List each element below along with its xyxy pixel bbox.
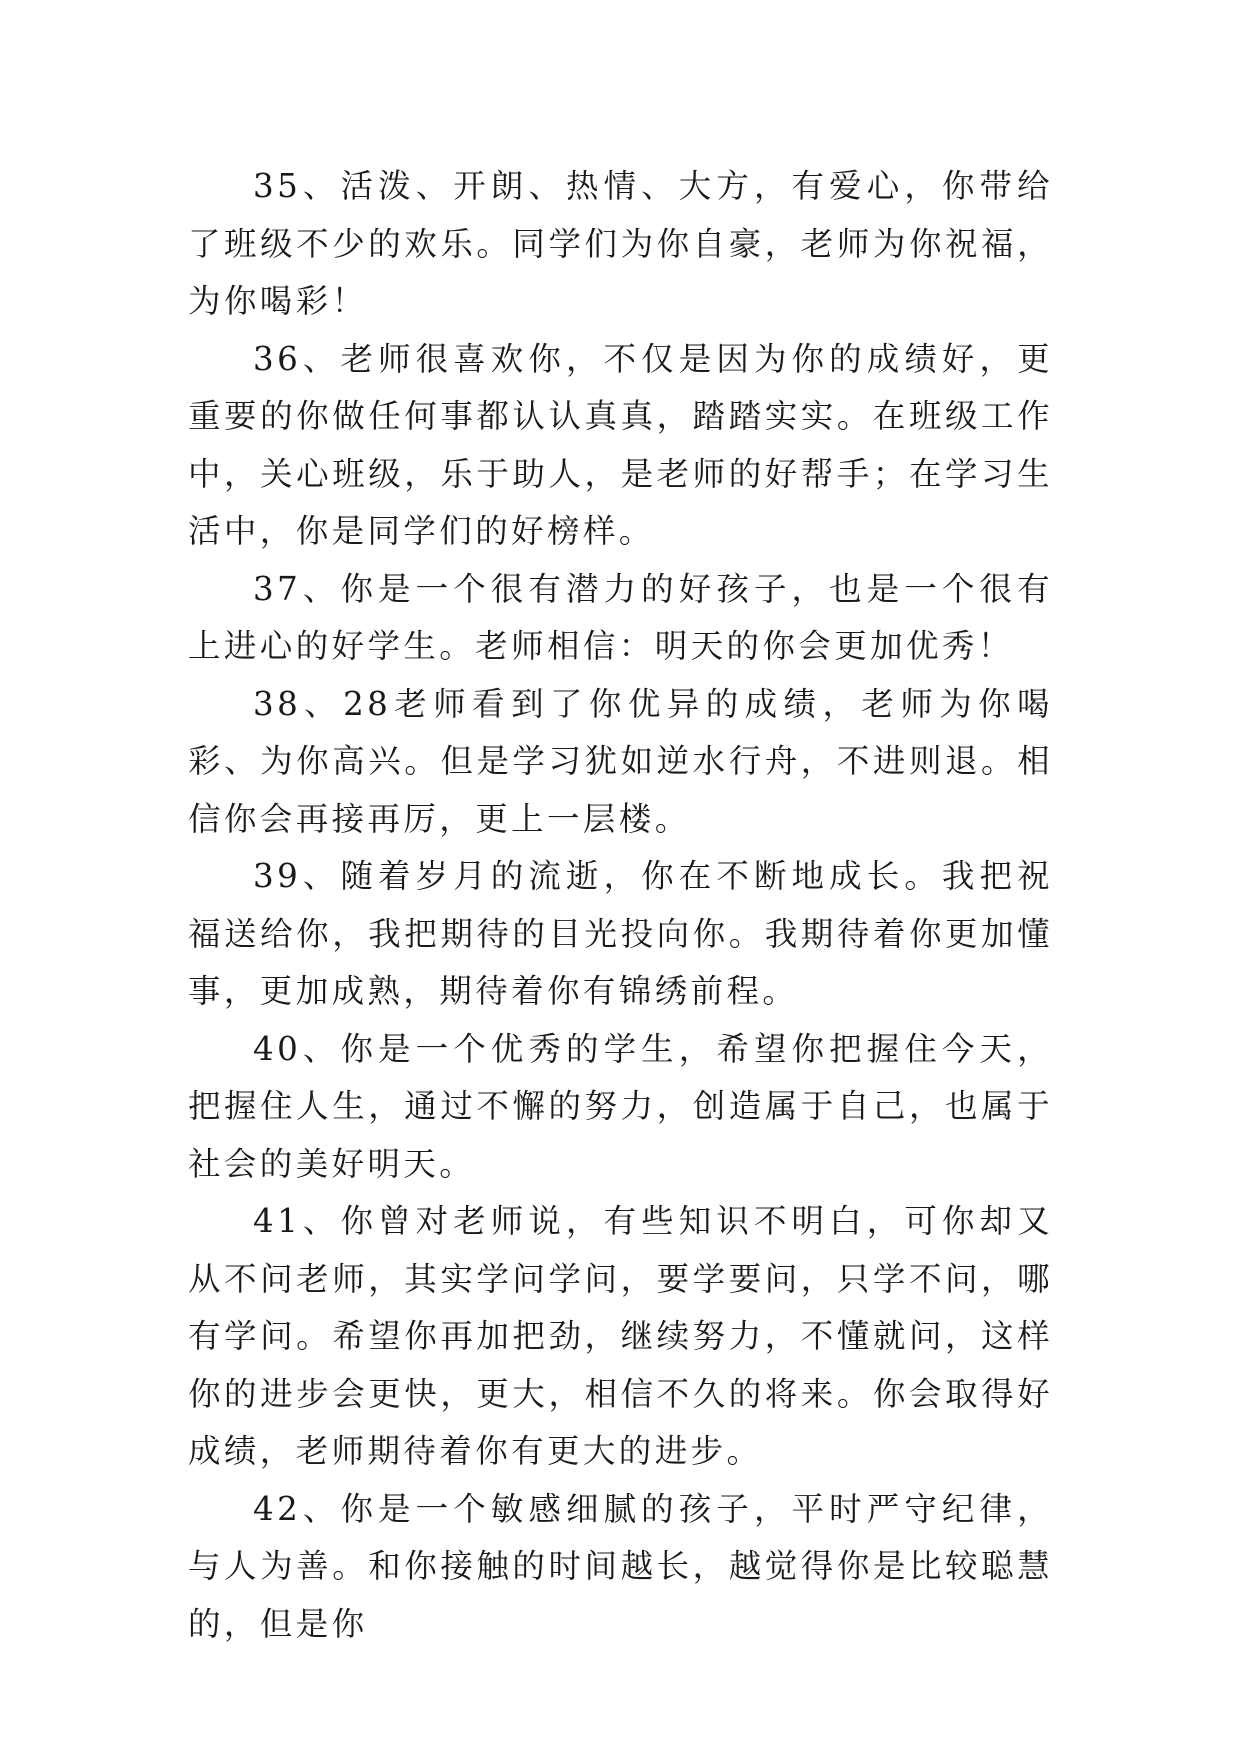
comment-paragraph-41: 41、你曾对老师说，有些知识不明白，可你却又从不问老师，其实学问学问，要学要问，只学不问，哪有学问。希望你再加把劲，继续努力，不懂就问，这样你的进步会更快，更大，相信不久的将来。你会取得好成绩，老师期待着你有更大的进步。 xyxy=(188,1202,1053,1470)
document-body xyxy=(188,158,1053,1653)
comment-paragraph-35: 35、活泼、开朗、热情、大方，有爱心，你带给了班级不少的欢乐。同学们为你自豪，老师为你祝福，为你喝彩！ xyxy=(188,167,1053,320)
comment-paragraph-36: 36、老师很喜欢你，不仅是因为你的成绩好，更重要的你做任何事都认认真真，踏踏实实。在班级工作中，关心班级，乐于助人，是老师的好帮手；在学习生活中，你是同学们的好榜样。 xyxy=(188,339,1053,550)
comment-paragraph-42: 42、你是一个敏感细腻的孩子，平时严守纪律，与人为善。和你接触的时间越长，越觉得你是比较聪慧的，但是你 xyxy=(188,1489,1053,1643)
comment-paragraph-39: 39、随着岁月的流逝，你在不断地成长。我把祝福送给你，我把期待的目光投向你。我期待着你更加懂事，更加成熟，期待着你有锦绣前程。 xyxy=(188,857,1053,1010)
comment-paragraph-40: 40、你是一个优秀的学生，希望你把握住今天，把握住人生，通过不懈的努力，创造属于自己，也属于社会的美好明天。 xyxy=(188,1029,1053,1183)
comment-paragraph-37: 37、你是一个很有潜力的好孩子，也是一个很有上进心的好学生。老师相信：明天的你会更加优秀！ xyxy=(188,569,1053,665)
comment-paragraph-38: 38、28老师看到了你优异的成绩，老师为你喝彩、为你高兴。但是学习犹如逆水行舟，不进则退。相信你会再接再厉，更上一层楼。 xyxy=(188,684,1053,838)
